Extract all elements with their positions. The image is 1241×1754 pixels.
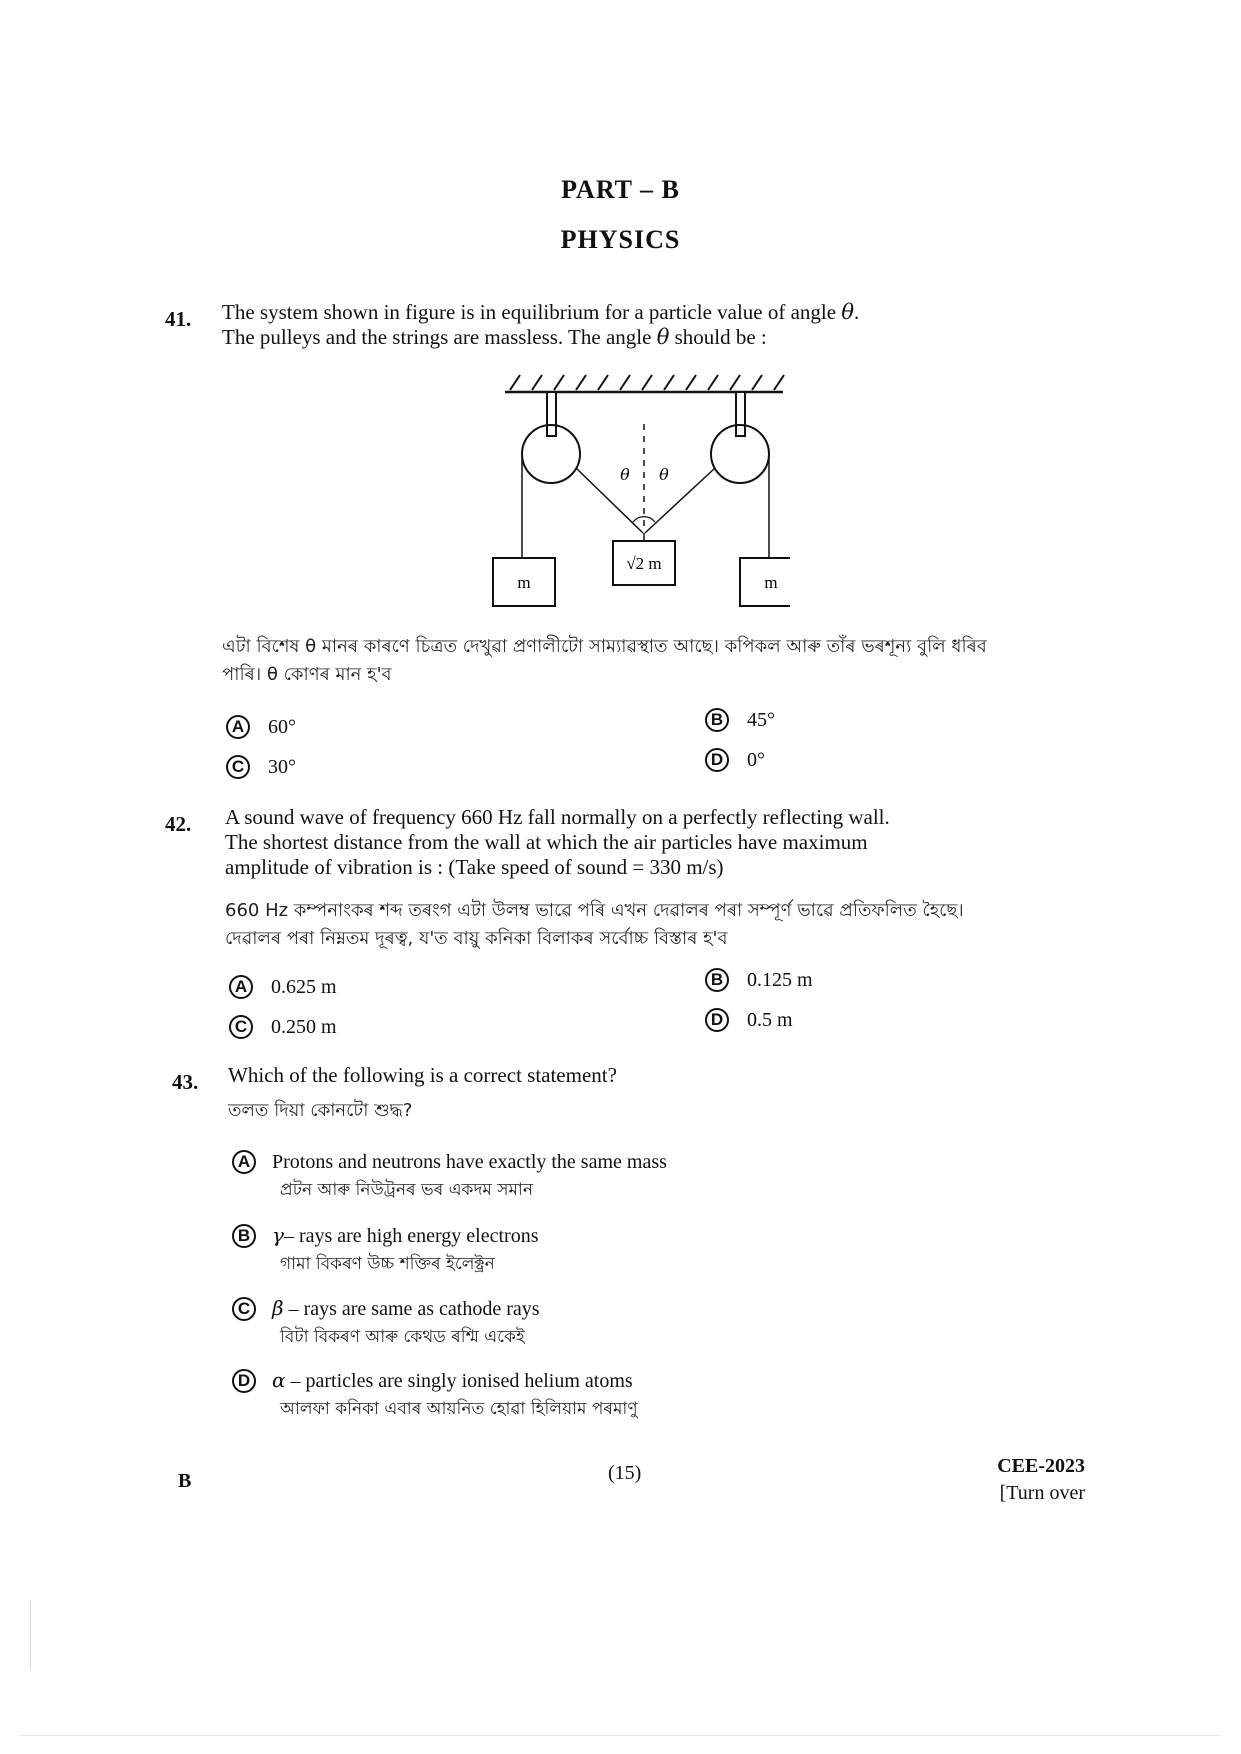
question-number: 42. [165,812,192,836]
option-d[interactable] [232,1368,638,1424]
option-c[interactable] [229,1015,337,1039]
question-number: 41. [165,307,192,331]
left-mass-label: m [517,573,531,592]
subject-heading: PHYSICS [560,225,681,254]
angle-label-left: θ [620,465,630,484]
option-value: Protons and neutrons have exactly the same mass [272,1150,667,1173]
theta-symbol: θ [841,300,854,324]
option-a[interactable] [226,715,296,739]
option-c[interactable] [226,755,296,779]
option-a[interactable] [229,975,337,999]
exam-code: CEE-2023 [997,1455,1085,1477]
option-value: 0.250 m [271,1015,337,1038]
option-b[interactable] [232,1223,538,1279]
alpha-symbol: α [272,1368,286,1392]
ceiling-hatching [510,375,784,390]
option-label: A [229,975,253,999]
question-text-line: amplitude of vibration is : (Take speed of sound = 330 m/s) [225,855,724,879]
option-value: 45° [747,708,775,731]
page-edge-line [20,1735,1220,1736]
bengali-line: পাৰি। θ কোণৰ মান হ'ব [222,664,392,685]
question-text-line: The system shown in figure is in equilibrium for a particle value of angle [222,300,842,324]
question-bengali-text [222,633,1102,689]
bengali-line: এটা বিশেষ θ মানৰ কাৰণে চিত্ৰত দেখুৱা প্ৰণালীটো সাম্যাৱস্থাত আছে। কপিকল আৰু তাঁৰ ভৰশূন্য বুলি ধৰিব [222,636,987,657]
option-bengali: বিটা বিকৰণ আৰু কেথড ৰশ্মি একেই [280,1327,525,1347]
option-label: A [232,1150,256,1174]
question-text-line: The pulleys and the strings are massless. The angle [222,325,657,349]
option-value: 0.5 m [747,1008,793,1031]
option-value: 60° [268,715,296,738]
option-bengali: প্ৰটন আৰু নিউট্ৰনৰ ভৰ একদম সমান [280,1180,533,1200]
question-text [222,300,1082,350]
option-label: B [705,708,729,732]
option-value: 0° [747,748,765,771]
question-text-line: A sound wave of frequency 660 Hz fall normally on a perfectly reflecting wall. [225,805,890,829]
option-label: C [229,1015,253,1039]
option-label: D [232,1369,256,1393]
right-angled-string [645,468,715,533]
option-label: D [705,748,729,772]
question-bengali-text [225,897,1105,953]
bengali-line: 660 Hz কম্পনাংকৰ শব্দ তৰংগ এটা উলম্ব ভাৱে পৰি এখন দেৱালৰ পৰা সম্পূৰ্ণ ভাৱে প্ৰতিফলিত হৈছে। [225,900,964,921]
beta-symbol: β [272,1296,284,1320]
page-number: (15) [608,1462,642,1484]
option-label: A [226,715,250,739]
option-label: C [232,1297,256,1321]
left-angled-string [576,468,643,533]
option-value: 30° [268,755,296,778]
gamma-symbol: γ [272,1223,284,1247]
option-label: D [705,1008,729,1032]
pulley-figure [490,370,790,620]
question-text-line: . [854,300,860,324]
option-b[interactable] [705,708,775,732]
theta-symbol: θ [656,325,670,349]
margin-mark [30,1600,31,1670]
option-value: – rays are same as cathode rays [288,1298,540,1320]
question-bengali-text: তলত দিয়া কোনটো শুদ্ধ? [228,1100,413,1121]
option-label: C [226,755,250,779]
right-pulley-support [736,392,745,436]
question-text-line: The shortest distance from the wall at which the air particles have maximum [225,830,868,854]
set-label: B [178,1470,192,1492]
option-a[interactable] [232,1150,667,1205]
question-text [225,805,1085,880]
bengali-line: দেৱালৰ পৰা নিম্নতম দূৰত্ব, য'ত বায়ু কনিকা বিলাকৰ সৰ্বোচ্চ বিস্তাৰ হ'ব [225,928,728,949]
option-value: 0.125 m [747,968,813,991]
right-mass-label: m [764,573,778,592]
part-heading: PART – B [561,175,680,204]
question-number: 43. [172,1070,199,1094]
question-text: Which of the following is a correct statement? [228,1063,617,1087]
option-bengali: আলফা কনিকা এবাৰ আয়নিত হোৱা হিলিয়াম পৰমাণু [280,1399,638,1419]
option-label: B [705,968,729,992]
left-pulley-support [547,392,556,436]
option-bengali: গামা বিকৰণ উচ্চ শক্তিৰ ইলেক্ট্ৰন [280,1254,495,1274]
option-d[interactable] [705,1008,793,1032]
option-c[interactable] [232,1296,540,1352]
center-mass-label: √2 m [626,554,662,573]
option-value: 0.625 m [271,975,337,998]
angle-label-right: θ [659,465,669,484]
option-value: – rays are high energy electrons [283,1225,539,1247]
option-value: – particles are singly ionised helium atoms [290,1370,633,1392]
option-label: B [232,1224,256,1248]
question-text-line: should be : [669,325,767,349]
option-b[interactable] [705,968,813,992]
option-d[interactable] [705,748,765,772]
turn-over-note: [Turn over [999,1482,1085,1504]
